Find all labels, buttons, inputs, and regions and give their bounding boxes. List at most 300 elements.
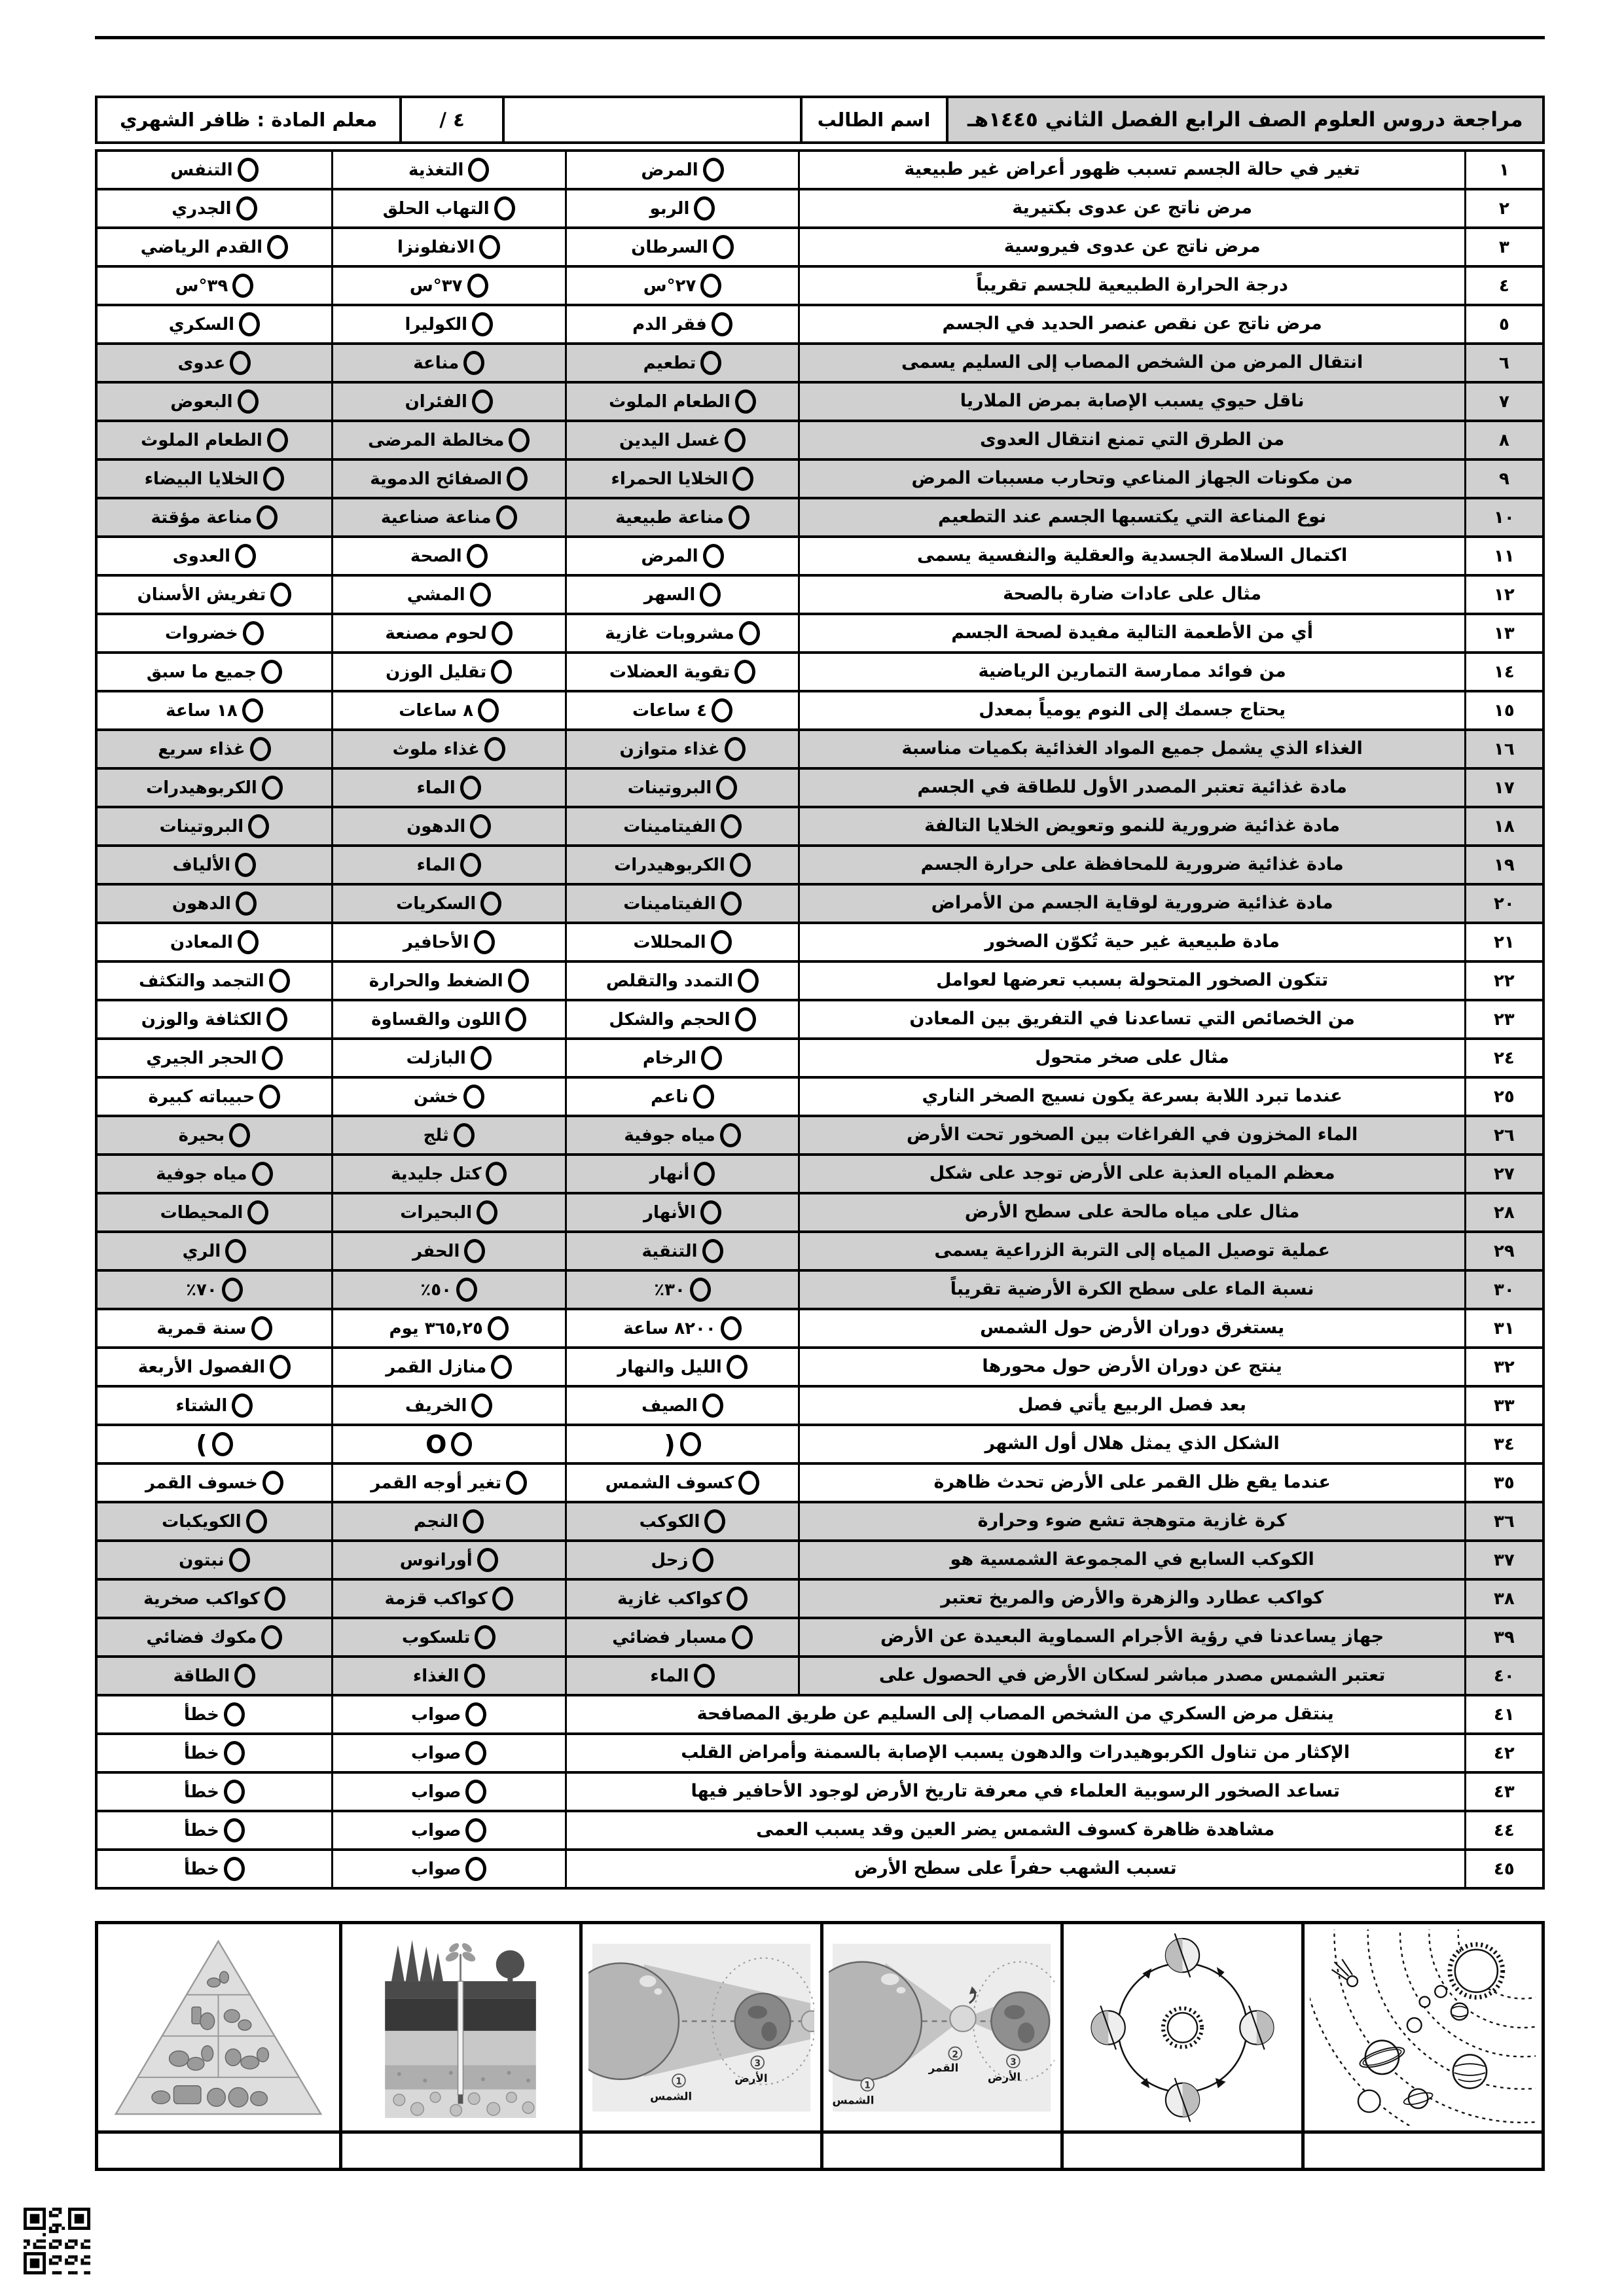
answer-option-label: القدم الرياضي xyxy=(140,237,263,257)
radio-icon[interactable] xyxy=(694,1664,715,1688)
radio-icon[interactable] xyxy=(239,312,260,336)
answer-option[interactable] xyxy=(565,615,799,651)
radio-icon[interactable] xyxy=(262,1471,283,1495)
answer-option[interactable] xyxy=(98,654,331,690)
answer-option-label: الكوكب xyxy=(639,1511,700,1532)
radio-icon[interactable] xyxy=(508,969,529,993)
question-number: ٢٢ xyxy=(1464,963,1542,999)
answer-option[interactable] xyxy=(565,1349,799,1385)
answer-option[interactable] xyxy=(98,1388,331,1424)
answer-option[interactable] xyxy=(565,731,799,767)
answer-option[interactable] xyxy=(565,886,799,922)
radio-icon[interactable] xyxy=(251,1316,272,1340)
answer-option[interactable] xyxy=(98,1272,331,1308)
radio-icon[interactable] xyxy=(491,1355,512,1379)
radio-icon[interactable] xyxy=(463,1509,484,1534)
radio-icon[interactable] xyxy=(463,351,484,375)
radio-icon[interactable] xyxy=(735,389,756,414)
radio-icon[interactable] xyxy=(492,621,513,645)
radio-icon[interactable] xyxy=(730,853,751,877)
answer-option[interactable] xyxy=(565,538,799,574)
answer-option[interactable] xyxy=(565,577,799,613)
radio-icon[interactable] xyxy=(465,1780,486,1804)
answer-option[interactable] xyxy=(565,1503,799,1539)
radio-icon[interactable] xyxy=(700,1200,721,1225)
question-row xyxy=(98,152,1542,188)
answer-option[interactable] xyxy=(98,190,331,226)
radio-icon[interactable] xyxy=(252,1162,273,1186)
answer-option[interactable] xyxy=(331,1426,565,1462)
answer-option[interactable] xyxy=(331,268,565,304)
answer-option[interactable] xyxy=(331,1542,565,1578)
radio-icon[interactable] xyxy=(471,1393,492,1418)
answer-option[interactable] xyxy=(331,1658,565,1694)
radio-icon[interactable] xyxy=(732,467,753,491)
radio-icon[interactable] xyxy=(257,505,278,529)
answer-option[interactable] xyxy=(331,1503,565,1539)
radio-icon[interactable] xyxy=(702,1239,723,1263)
answer-option[interactable] xyxy=(331,731,565,767)
radio-icon[interactable] xyxy=(242,698,263,723)
answer-option[interactable] xyxy=(565,963,799,999)
answer-option[interactable] xyxy=(98,538,331,574)
figure-answer-box-2[interactable] xyxy=(1060,2134,1301,2168)
radio-icon[interactable] xyxy=(507,467,528,491)
question-row xyxy=(98,458,1542,497)
radio-icon[interactable] xyxy=(235,544,256,568)
question-row xyxy=(98,1617,1542,1655)
answer-option[interactable] xyxy=(565,1619,799,1655)
answer-option[interactable] xyxy=(331,1233,565,1269)
answer-option[interactable] xyxy=(98,1542,331,1578)
radio-icon[interactable] xyxy=(467,274,488,298)
radio-icon[interactable] xyxy=(465,1818,486,1842)
answer-option[interactable] xyxy=(331,1696,565,1732)
question-text: مثال على مياه مالحة على سطح الأرض xyxy=(798,1194,1464,1230)
radio-icon[interactable] xyxy=(711,930,732,954)
radio-icon[interactable] xyxy=(496,505,517,529)
radio-icon[interactable] xyxy=(713,235,734,259)
radio-icon[interactable] xyxy=(270,1355,291,1379)
radio-icon[interactable] xyxy=(470,814,491,838)
answer-option[interactable] xyxy=(565,345,799,381)
figure-answer-box-1[interactable] xyxy=(1301,2134,1542,2168)
answer-option[interactable] xyxy=(565,268,799,304)
answer-option[interactable] xyxy=(331,461,565,497)
answer-option[interactable] xyxy=(565,1310,799,1346)
radio-icon[interactable] xyxy=(472,389,493,414)
answer-option[interactable] xyxy=(331,190,565,226)
answer-option[interactable] xyxy=(565,499,799,535)
answer-option[interactable] xyxy=(331,1388,565,1424)
radio-icon[interactable] xyxy=(236,891,257,916)
radio-icon[interactable] xyxy=(262,776,283,800)
answer-option[interactable] xyxy=(565,808,799,844)
radio-icon[interactable] xyxy=(224,1780,245,1804)
radio-icon[interactable] xyxy=(248,814,269,838)
radio-icon[interactable] xyxy=(236,196,257,221)
answer-option[interactable] xyxy=(331,1156,565,1192)
radio-icon[interactable] xyxy=(467,544,488,568)
radio-icon[interactable] xyxy=(246,1509,267,1534)
answer-option[interactable] xyxy=(565,692,799,728)
radio-icon[interactable] xyxy=(734,660,755,684)
radio-icon[interactable] xyxy=(460,853,481,877)
question-text: جهاز يساعدنا في رؤية الأجرام السماوية البعيدة عن الأرض xyxy=(798,1619,1464,1655)
question-row xyxy=(98,574,1542,613)
radio-icon[interactable] xyxy=(491,660,512,684)
radio-icon[interactable] xyxy=(475,1625,496,1649)
answer-option[interactable] xyxy=(98,345,331,381)
answer-option[interactable] xyxy=(98,1117,331,1153)
radio-icon[interactable] xyxy=(266,1007,287,1031)
answer-option[interactable] xyxy=(565,461,799,497)
answer-option[interactable] xyxy=(98,692,331,728)
answer-option[interactable] xyxy=(98,152,331,188)
radio-icon[interactable] xyxy=(739,621,760,645)
radio-icon[interactable] xyxy=(232,1393,253,1418)
radio-icon[interactable] xyxy=(729,505,749,529)
answer-option[interactable] xyxy=(331,808,565,844)
answer-option[interactable] xyxy=(565,1272,799,1308)
answer-option-label: المعادن xyxy=(170,932,233,952)
question-text: عملية توصيل المياه إلى التربة الزراعية يسمى xyxy=(798,1233,1464,1269)
question-number: ١٤ xyxy=(1464,654,1542,690)
radio-icon[interactable] xyxy=(484,737,505,761)
radio-icon[interactable] xyxy=(470,583,491,607)
radio-icon[interactable] xyxy=(247,1200,268,1225)
question-number: ٢ xyxy=(1464,190,1542,226)
radio-icon[interactable] xyxy=(465,1741,486,1765)
answer-option[interactable] xyxy=(331,422,565,458)
radio-icon[interactable] xyxy=(477,1200,497,1225)
answer-option[interactable] xyxy=(565,847,799,883)
answer-option[interactable] xyxy=(331,152,565,188)
answer-option[interactable] xyxy=(98,808,331,844)
question-number: ٣٩ xyxy=(1464,1619,1542,1655)
radio-icon[interactable] xyxy=(732,1625,753,1649)
answer-option[interactable] xyxy=(331,1851,565,1887)
answer-option[interactable] xyxy=(98,384,331,420)
radio-icon[interactable] xyxy=(468,158,489,182)
answer-option[interactable] xyxy=(565,924,799,960)
radio-icon[interactable] xyxy=(506,1471,527,1495)
radio-icon[interactable] xyxy=(262,1046,283,1070)
answer-option[interactable] xyxy=(331,499,565,535)
figure-answer-box-4[interactable] xyxy=(579,2134,820,2168)
answer-option[interactable] xyxy=(331,1272,565,1308)
radio-icon[interactable] xyxy=(234,1664,255,1688)
answer-option[interactable] xyxy=(331,770,565,806)
radio-icon[interactable] xyxy=(712,312,732,336)
answer-option[interactable] xyxy=(98,268,331,304)
radio-icon[interactable] xyxy=(725,737,746,761)
answer-option[interactable] xyxy=(98,1774,331,1810)
answer-option[interactable] xyxy=(98,847,331,883)
answer-option[interactable] xyxy=(98,1851,331,1887)
answer-option[interactable] xyxy=(331,306,565,342)
radio-icon[interactable] xyxy=(238,158,259,182)
radio-icon[interactable] xyxy=(270,583,291,607)
radio-icon[interactable] xyxy=(477,1548,498,1572)
answer-option[interactable] xyxy=(565,306,799,342)
questions-table xyxy=(95,149,1545,1890)
figure-answer-box-6[interactable] xyxy=(98,2134,339,2168)
answer-option[interactable] xyxy=(331,345,565,381)
earth-label: الأرض xyxy=(988,2070,1021,2083)
question-text: مادة غذائية ضرورية لوقاية الجسم من الأمراض xyxy=(798,886,1464,922)
answer-option[interactable] xyxy=(565,1079,799,1115)
figure-answer-box-5[interactable] xyxy=(339,2134,580,2168)
answer-option[interactable] xyxy=(565,152,799,188)
radio-icon[interactable] xyxy=(703,158,724,182)
student-name-input[interactable] xyxy=(502,98,800,141)
answer-option[interactable] xyxy=(331,1349,565,1385)
figure-cell-1 xyxy=(1301,1924,1542,2130)
answer-option[interactable] xyxy=(565,1465,799,1501)
radio-icon[interactable] xyxy=(225,1239,246,1263)
answer-option[interactable] xyxy=(98,229,331,265)
radio-icon[interactable] xyxy=(716,776,737,800)
radio-icon[interactable] xyxy=(505,1007,526,1031)
radio-icon[interactable] xyxy=(738,1471,759,1495)
radio-icon[interactable] xyxy=(224,1818,245,1842)
answer-option[interactable] xyxy=(98,1233,331,1269)
question-row xyxy=(98,1230,1542,1269)
radio-icon[interactable] xyxy=(727,1355,748,1379)
answer-option[interactable] xyxy=(98,731,331,767)
radio-icon[interactable] xyxy=(269,969,290,993)
radio-icon[interactable] xyxy=(238,930,259,954)
radio-icon[interactable] xyxy=(712,698,732,723)
answer-option[interactable] xyxy=(98,1426,331,1462)
answer-option[interactable] xyxy=(331,229,565,265)
answer-option[interactable] xyxy=(331,1310,565,1346)
answer-option[interactable] xyxy=(331,1581,565,1617)
answer-option[interactable] xyxy=(565,1581,799,1617)
radio-icon[interactable] xyxy=(250,737,271,761)
answer-option[interactable] xyxy=(565,422,799,458)
radio-icon[interactable] xyxy=(261,1625,282,1649)
answer-option[interactable] xyxy=(565,384,799,420)
answer-option[interactable] xyxy=(98,1156,331,1192)
radio-icon[interactable] xyxy=(261,660,282,684)
radio-icon[interactable] xyxy=(701,1046,722,1070)
answer-option[interactable] xyxy=(98,1349,331,1385)
answer-option[interactable] xyxy=(331,538,565,574)
radio-icon[interactable] xyxy=(460,776,481,800)
radio-icon[interactable] xyxy=(456,1278,477,1302)
radio-icon[interactable] xyxy=(700,351,721,375)
answer-option[interactable] xyxy=(331,924,565,960)
radio-icon[interactable] xyxy=(229,1548,250,1572)
radio-icon[interactable] xyxy=(735,1007,756,1031)
answer-option[interactable] xyxy=(331,1735,565,1771)
answer-option[interactable] xyxy=(331,1194,565,1230)
radio-icon[interactable] xyxy=(454,1123,475,1147)
answer-option[interactable] xyxy=(565,229,799,265)
answer-option[interactable] xyxy=(98,963,331,999)
answer-option[interactable] xyxy=(331,1619,565,1655)
answer-option[interactable] xyxy=(98,1310,331,1346)
radio-icon[interactable] xyxy=(474,930,495,954)
answer-option[interactable] xyxy=(98,924,331,960)
question-text: تساعد الصخور الرسوبية العلماء في معرفة تاريخ الأرض لوجود الأحافير فيها xyxy=(565,1774,1464,1810)
radio-icon[interactable] xyxy=(464,1239,485,1263)
radio-icon[interactable] xyxy=(725,428,746,452)
radio-icon[interactable] xyxy=(703,544,724,568)
radio-icon[interactable] xyxy=(492,1587,513,1611)
answer-option[interactable] xyxy=(565,1542,799,1578)
radio-icon[interactable] xyxy=(465,1857,486,1881)
answer-option[interactable] xyxy=(331,577,565,613)
answer-option-label: العدوى xyxy=(172,546,231,566)
answer-option[interactable] xyxy=(98,615,331,651)
answer-option-label: منازل القمر xyxy=(386,1357,487,1377)
answer-option[interactable] xyxy=(98,577,331,613)
answer-option[interactable] xyxy=(98,1696,331,1732)
answer-option[interactable] xyxy=(331,886,565,922)
radio-icon[interactable] xyxy=(727,1587,748,1611)
answer-option[interactable] xyxy=(98,770,331,806)
answer-option[interactable] xyxy=(565,1658,799,1694)
answer-option[interactable] xyxy=(98,1812,331,1848)
answer-option[interactable] xyxy=(331,1812,565,1848)
radio-icon[interactable] xyxy=(224,1857,245,1881)
answer-option[interactable] xyxy=(565,770,799,806)
answer-option[interactable] xyxy=(98,461,331,497)
radio-icon[interactable] xyxy=(721,814,742,838)
answer-option[interactable] xyxy=(565,1001,799,1037)
answer-option-label: مخالطة المرضى xyxy=(368,430,505,450)
answer-option[interactable] xyxy=(331,847,565,883)
answer-option[interactable] xyxy=(331,692,565,728)
radio-icon[interactable] xyxy=(451,1432,472,1456)
radio-icon[interactable] xyxy=(693,1085,714,1109)
radio-icon[interactable] xyxy=(471,1046,492,1070)
figure-cell-2 xyxy=(1060,1924,1301,2130)
answer-option[interactable] xyxy=(98,422,331,458)
radio-icon[interactable] xyxy=(243,621,264,645)
answer-option[interactable] xyxy=(331,654,565,690)
answer-option[interactable] xyxy=(565,1117,799,1153)
answer-option[interactable] xyxy=(98,886,331,922)
answer-option[interactable] xyxy=(98,1735,331,1771)
radio-icon[interactable] xyxy=(222,1278,243,1302)
radio-icon[interactable] xyxy=(690,1278,711,1302)
answer-option[interactable] xyxy=(98,1079,331,1115)
radio-icon[interactable] xyxy=(238,389,259,414)
radio-icon[interactable] xyxy=(479,235,500,259)
answer-option[interactable] xyxy=(331,1774,565,1810)
answer-option[interactable] xyxy=(565,1040,799,1076)
radio-icon[interactable] xyxy=(263,467,284,491)
radio-icon[interactable] xyxy=(465,1702,486,1727)
radio-icon[interactable] xyxy=(229,1123,250,1147)
radio-icon[interactable] xyxy=(509,428,530,452)
radio-icon[interactable] xyxy=(472,312,493,336)
answer-option[interactable] xyxy=(98,1581,331,1617)
answer-option[interactable] xyxy=(565,190,799,226)
radio-icon[interactable] xyxy=(694,1162,715,1186)
radio-icon[interactable] xyxy=(494,196,515,221)
radio-icon[interactable] xyxy=(230,351,251,375)
answer-option[interactable] xyxy=(331,1117,565,1153)
answer-option[interactable] xyxy=(98,1658,331,1694)
answer-option[interactable] xyxy=(565,654,799,690)
answer-option[interactable] xyxy=(98,1465,331,1501)
answer-option[interactable] xyxy=(98,499,331,535)
radio-icon[interactable] xyxy=(694,196,715,221)
answer-option-label: الطاقة xyxy=(173,1666,230,1686)
question-text: اكتمال السلامة الجسدية والعقلية والنفسية يسمى xyxy=(798,538,1464,574)
figure-answer-box-3[interactable] xyxy=(820,2134,1061,2168)
radio-icon[interactable] xyxy=(224,1741,245,1765)
radio-icon[interactable] xyxy=(463,1085,484,1109)
question-number: ٢٤ xyxy=(1464,1040,1542,1076)
radio-icon[interactable] xyxy=(212,1432,233,1456)
radio-icon[interactable] xyxy=(267,235,288,259)
answer-option[interactable] xyxy=(565,1426,799,1462)
answer-option[interactable] xyxy=(331,1465,565,1501)
radio-icon[interactable] xyxy=(721,1316,742,1340)
answer-option[interactable] xyxy=(98,1619,331,1655)
answer-option[interactable] xyxy=(98,306,331,342)
radio-icon[interactable] xyxy=(232,274,253,298)
radio-icon[interactable] xyxy=(480,891,501,916)
answer-option[interactable] xyxy=(98,1040,331,1076)
answer-option[interactable] xyxy=(98,1001,331,1037)
radio-icon[interactable] xyxy=(235,853,256,877)
radio-icon[interactable] xyxy=(464,1664,485,1688)
answer-option[interactable] xyxy=(331,1001,565,1037)
radio-icon[interactable] xyxy=(264,1587,285,1611)
answer-option[interactable] xyxy=(331,1079,565,1115)
radio-icon[interactable] xyxy=(720,1123,741,1147)
radio-icon[interactable] xyxy=(704,1509,725,1534)
answer-option-label: نبتون xyxy=(179,1550,225,1570)
radio-icon[interactable] xyxy=(267,428,288,452)
radio-icon[interactable] xyxy=(721,891,742,916)
radio-icon[interactable] xyxy=(700,583,721,607)
answer-option[interactable] xyxy=(98,1503,331,1539)
radio-icon[interactable] xyxy=(680,1432,701,1456)
answer-option[interactable] xyxy=(565,1194,799,1230)
answer-option[interactable] xyxy=(98,1194,331,1230)
question-number: ٤ xyxy=(1464,268,1542,304)
answer-option[interactable] xyxy=(565,1233,799,1269)
radio-icon[interactable] xyxy=(488,1316,509,1340)
radio-icon[interactable] xyxy=(478,698,499,723)
question-number: ٣٥ xyxy=(1464,1465,1542,1501)
answer-option[interactable] xyxy=(331,615,565,651)
answer-option-label: البازلت xyxy=(406,1048,466,1068)
question-text: من الطرق التي تمنع انتقال العدوى xyxy=(798,422,1464,458)
radio-icon[interactable] xyxy=(702,1393,723,1418)
answer-option[interactable] xyxy=(331,384,565,420)
radio-icon[interactable] xyxy=(259,1085,280,1109)
answer-option[interactable] xyxy=(565,1388,799,1424)
answer-option[interactable] xyxy=(565,1156,799,1192)
answer-option[interactable] xyxy=(331,1040,565,1076)
answer-option-label: المشي xyxy=(406,584,465,605)
radio-icon[interactable] xyxy=(700,274,721,298)
radio-icon[interactable] xyxy=(738,969,759,993)
radio-icon[interactable] xyxy=(693,1548,713,1572)
radio-icon[interactable] xyxy=(486,1162,507,1186)
radio-icon[interactable] xyxy=(224,1702,245,1727)
answer-option[interactable] xyxy=(331,963,565,999)
